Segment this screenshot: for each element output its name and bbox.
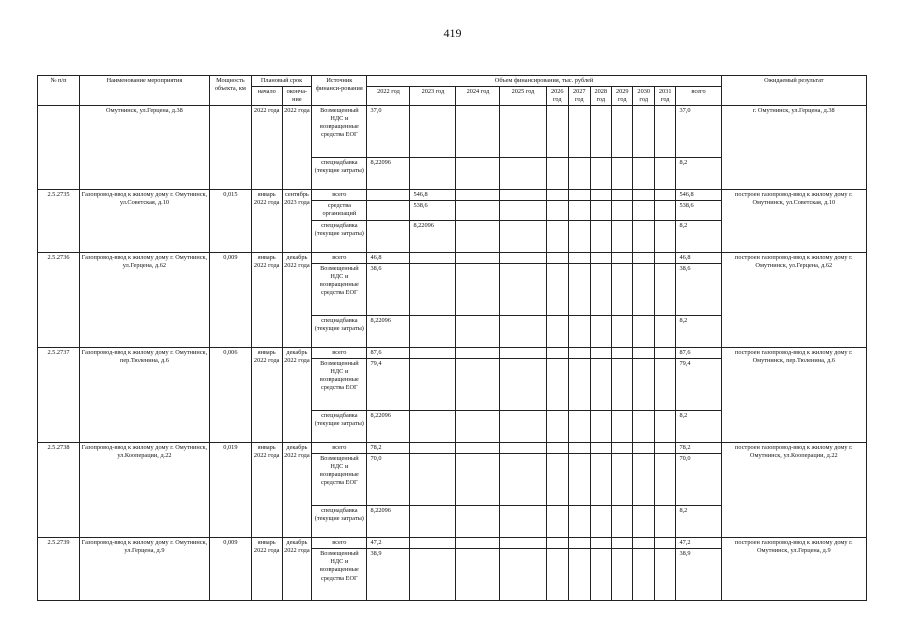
table-row — [38, 538, 867, 549]
funding-value — [546, 538, 569, 549]
funding-value — [410, 253, 456, 264]
funding-value — [500, 411, 546, 443]
funding-value — [569, 201, 590, 221]
funding-value — [654, 549, 675, 601]
funding-value — [654, 359, 675, 411]
funding-value — [633, 316, 654, 348]
funding-total: 546,8 — [676, 190, 721, 201]
funding-value — [590, 359, 611, 411]
funding-value — [456, 538, 500, 549]
funding-total: 538,6 — [676, 201, 721, 221]
funding-value — [569, 316, 590, 348]
table-row — [38, 443, 867, 454]
funding-total: 46,8 — [676, 253, 721, 264]
funding-value — [410, 549, 456, 601]
funding-value — [546, 106, 569, 158]
funding-table-wrapper — [37, 75, 867, 601]
expected-result: построен газопровод-ввод к жилому дому г. Омутнинск, ул.Герцена, д.62 — [721, 253, 866, 348]
header-year: 2028 год — [590, 87, 611, 106]
expected-result: построен газопровод-ввод к жилому дому г. Омутнинск, ул.Герцена, д.9 — [721, 538, 866, 601]
table-row — [38, 190, 867, 201]
funding-source: спецнадбавка (текущие затраты) — [312, 506, 367, 538]
funding-value: 8,22096 — [410, 221, 456, 253]
row-name: Газопровод-ввод к жилому дому г. Омутнинск, ул.Герцена, д.9 — [79, 538, 209, 601]
funding-value — [612, 443, 633, 454]
funding-value — [410, 454, 456, 506]
funding-value — [546, 549, 569, 601]
funding-value — [546, 348, 569, 359]
funding-total: 8,2 — [676, 158, 721, 190]
funding-source: всего — [312, 253, 367, 264]
row-start: январь 2022 года — [251, 190, 282, 253]
header-result: Ожидаемый результат — [721, 76, 866, 106]
row-end: декабрь 2022 года — [282, 253, 312, 348]
funding-value — [612, 316, 633, 348]
funding-total: 87,6 — [676, 348, 721, 359]
funding-value — [546, 454, 569, 506]
header-year: 2024 год — [456, 87, 500, 106]
row-num: 2.5.2736 — [38, 253, 80, 348]
funding-value — [590, 253, 611, 264]
header-year: 2027 год — [569, 87, 590, 106]
funding-value — [456, 443, 500, 454]
funding-total: 70,0 — [676, 454, 721, 506]
funding-value — [590, 454, 611, 506]
funding-value — [590, 506, 611, 538]
row-start: январь 2022 года — [251, 443, 282, 538]
header-year: 2026 год — [546, 87, 569, 106]
funding-value — [590, 411, 611, 443]
funding-source: всего — [312, 348, 367, 359]
row-end: 2022 года — [282, 106, 312, 190]
expected-result: г. Омутнинск, ул.Герцена, д.38 — [721, 106, 866, 190]
funding-value — [654, 506, 675, 538]
funding-value — [654, 190, 675, 201]
funding-value — [569, 253, 590, 264]
funding-value — [546, 316, 569, 348]
funding-value — [590, 316, 611, 348]
funding-value — [456, 106, 500, 158]
funding-value — [367, 190, 410, 201]
funding-value — [590, 106, 611, 158]
funding-value — [633, 201, 654, 221]
row-name: Газопровод-ввод к жилому дому г. Омутнинск, ул.Советская, д.10 — [79, 190, 209, 253]
funding-value — [569, 106, 590, 158]
funding-value — [410, 316, 456, 348]
row-name: Омутнинск, ул.Герцена, д.38 — [79, 106, 209, 190]
funding-value: 8,22096 — [367, 411, 410, 443]
funding-value — [456, 348, 500, 359]
row-capacity: 0,015 — [209, 190, 251, 253]
funding-value — [410, 359, 456, 411]
row-start: 2022 года — [251, 106, 282, 190]
funding-value — [590, 538, 611, 549]
funding-value — [612, 253, 633, 264]
funding-source: всего — [312, 190, 367, 201]
funding-source: Возмещенный НДС и возвращенные средства ЕОГ — [312, 359, 367, 411]
row-name: Газопровод-ввод к жилому дому г. Омутнинск, пер.Тюленина, д.6 — [79, 348, 209, 443]
funding-source: Возмещенный НДС и возвращенные средства ЕОГ — [312, 264, 367, 316]
funding-value — [546, 190, 569, 201]
funding-value — [654, 411, 675, 443]
header-funding: Объем финансирования, тыс. рублей — [367, 76, 721, 87]
funding-value: 87,6 — [367, 348, 410, 359]
funding-value — [654, 201, 675, 221]
row-capacity: 0,006 — [209, 348, 251, 443]
funding-value — [590, 190, 611, 201]
funding-value — [633, 538, 654, 549]
funding-value — [633, 253, 654, 264]
funding-value — [569, 264, 590, 316]
expected-result: построен газопровод-ввод к жилому дому г. Омутнинск, пер.Тюленина, д.6 — [721, 348, 866, 443]
funding-value — [367, 201, 410, 221]
row-start: январь 2022 года — [251, 253, 282, 348]
funding-value — [633, 411, 654, 443]
funding-value — [410, 443, 456, 454]
row-capacity — [209, 106, 251, 190]
funding-value — [654, 253, 675, 264]
funding-value — [546, 443, 569, 454]
header-year: 2030 год — [633, 87, 654, 106]
header-source: Источник финанси-рования — [312, 76, 367, 106]
row-capacity: 0,019 — [209, 443, 251, 538]
funding-value: 538,6 — [410, 201, 456, 221]
page-number: 419 — [443, 26, 462, 40]
row-name: Газопровод-ввод к жилому дому г. Омутнинск, ул.Герцена, д.62 — [79, 253, 209, 348]
row-end: декабрь 2022 года — [282, 443, 312, 538]
funding-total: 37,0 — [676, 106, 721, 158]
table-row — [38, 253, 867, 264]
funding-value — [410, 348, 456, 359]
funding-value — [633, 454, 654, 506]
funding-value: 78,2 — [367, 443, 410, 454]
funding-value — [569, 411, 590, 443]
funding-value — [456, 549, 500, 601]
row-num — [38, 106, 80, 190]
table-body — [38, 106, 867, 601]
funding-value: 47,2 — [367, 538, 410, 549]
row-num: 2.5.2737 — [38, 348, 80, 443]
funding-value — [612, 411, 633, 443]
funding-value — [590, 158, 611, 190]
funding-source: спецнадбавка (текущие затраты) — [312, 316, 367, 348]
funding-value — [569, 190, 590, 201]
row-name: Газопровод-ввод к жилому дому г. Омутнинск, ул.Кооперации, д.22 — [79, 443, 209, 538]
funding-source: Возмещенный НДС и возвращенные средства ЕОГ — [312, 106, 367, 158]
expected-result: построен газопровод-ввод к жилому дому г. Омутнинск, ул.Кооперации, д.22 — [721, 443, 866, 538]
funding-value: 46,8 — [367, 253, 410, 264]
funding-value — [590, 264, 611, 316]
funding-value — [633, 158, 654, 190]
funding-value — [654, 454, 675, 506]
row-capacity: 0,009 — [209, 253, 251, 348]
funding-value — [654, 106, 675, 158]
funding-value: 37,0 — [367, 106, 410, 158]
funding-value — [546, 221, 569, 253]
funding-value — [654, 316, 675, 348]
funding-value — [612, 506, 633, 538]
funding-value — [500, 538, 546, 549]
funding-value — [633, 348, 654, 359]
funding-value — [456, 190, 500, 201]
funding-source: Возмещенный НДС и возвращенные средства ЕОГ — [312, 454, 367, 506]
funding-value — [569, 221, 590, 253]
funding-value — [612, 190, 633, 201]
funding-value — [612, 454, 633, 506]
funding-value: 79,4 — [367, 359, 410, 411]
funding-value: 8,22096 — [367, 316, 410, 348]
header-year: 2031 год — [654, 87, 675, 106]
funding-value — [456, 359, 500, 411]
funding-source: спецнадбавка (текущие затраты) — [312, 221, 367, 253]
funding-value — [612, 348, 633, 359]
row-start: январь 2022 года — [251, 348, 282, 443]
funding-value — [456, 454, 500, 506]
funding-total: 8,2 — [676, 316, 721, 348]
funding-value — [500, 201, 546, 221]
row-end: сентябрь 2023 года — [282, 190, 312, 253]
funding-value — [500, 221, 546, 253]
funding-value — [410, 538, 456, 549]
row-num: 2.5.2739 — [38, 538, 80, 601]
funding-value — [456, 253, 500, 264]
funding-value — [612, 106, 633, 158]
funding-value — [410, 158, 456, 190]
funding-total: 79,4 — [676, 359, 721, 411]
funding-value — [633, 106, 654, 158]
funding-value: 38,9 — [367, 549, 410, 601]
funding-source: Возмещенный НДС и возвращенные средства ЕОГ — [312, 549, 367, 601]
funding-value — [569, 454, 590, 506]
funding-value — [612, 538, 633, 549]
funding-value — [569, 158, 590, 190]
funding-value — [410, 264, 456, 316]
funding-value — [500, 158, 546, 190]
funding-source: средства организаций — [312, 201, 367, 221]
funding-value — [612, 549, 633, 601]
funding-value — [633, 264, 654, 316]
funding-value — [654, 264, 675, 316]
funding-value — [633, 549, 654, 601]
header-plan-term: Плановый срок — [251, 76, 311, 87]
funding-value — [500, 359, 546, 411]
row-capacity: 0,009 — [209, 538, 251, 601]
funding-value — [500, 190, 546, 201]
funding-value — [500, 106, 546, 158]
funding-value — [569, 506, 590, 538]
funding-value — [569, 538, 590, 549]
funding-value — [410, 411, 456, 443]
funding-value — [500, 316, 546, 348]
funding-value — [456, 201, 500, 221]
header-num: № п/п — [38, 76, 80, 106]
header-year: 2029 год — [612, 87, 633, 106]
funding-value — [546, 158, 569, 190]
row-num: 2.5.2738 — [38, 443, 80, 538]
funding-total: 8,2 — [676, 506, 721, 538]
funding-value — [546, 411, 569, 443]
funding-source: всего — [312, 443, 367, 454]
funding-value — [590, 549, 611, 601]
funding-value — [612, 359, 633, 411]
funding-value — [590, 221, 611, 253]
funding-value — [546, 201, 569, 221]
header-total: всего — [676, 87, 721, 106]
header-row-1 — [38, 76, 867, 87]
funding-value: 546,8 — [410, 190, 456, 201]
header-year: 2025 год — [500, 87, 546, 106]
funding-value — [410, 506, 456, 538]
funding-value — [654, 538, 675, 549]
funding-value — [456, 316, 500, 348]
funding-value — [546, 359, 569, 411]
funding-value — [456, 264, 500, 316]
funding-value: 8,22096 — [367, 158, 410, 190]
funding-value — [633, 443, 654, 454]
funding-value — [654, 158, 675, 190]
funding-value — [546, 506, 569, 538]
funding-total: 78,2 — [676, 443, 721, 454]
funding-value — [569, 359, 590, 411]
funding-value — [456, 506, 500, 538]
funding-value — [546, 253, 569, 264]
funding-value — [590, 443, 611, 454]
funding-total: 47,2 — [676, 538, 721, 549]
funding-value — [569, 549, 590, 601]
funding-value — [500, 454, 546, 506]
funding-value — [500, 506, 546, 538]
row-num: 2.5.2735 — [38, 190, 80, 253]
funding-value: 70,0 — [367, 454, 410, 506]
funding-value — [569, 348, 590, 359]
funding-value — [410, 106, 456, 158]
funding-value — [612, 201, 633, 221]
funding-source: спецнадбавка (текущие затраты) — [312, 411, 367, 443]
funding-value — [590, 348, 611, 359]
funding-value — [633, 190, 654, 201]
funding-value — [456, 411, 500, 443]
funding-value — [654, 443, 675, 454]
funding-value — [633, 359, 654, 411]
row-end: декабрь 2022 года — [282, 538, 312, 601]
funding-total: 38,9 — [676, 549, 721, 601]
funding-value — [654, 348, 675, 359]
funding-value — [590, 201, 611, 221]
funding-total: 8,2 — [676, 411, 721, 443]
funding-value — [456, 221, 500, 253]
funding-value — [612, 221, 633, 253]
funding-value — [612, 158, 633, 190]
funding-value — [654, 221, 675, 253]
funding-value — [367, 221, 410, 253]
funding-table — [37, 75, 867, 601]
funding-value — [546, 264, 569, 316]
funding-total: 38,6 — [676, 264, 721, 316]
row-start: январь 2022 года — [251, 538, 282, 601]
expected-result: построен газопровод-ввод к жилому дому г. Омутнинск, ул.Советская, д.10 — [721, 190, 866, 253]
funding-value: 8,22096 — [367, 506, 410, 538]
funding-value — [500, 443, 546, 454]
table-row — [38, 348, 867, 359]
header-name: Наименование мероприятия — [79, 76, 209, 106]
funding-total: 8,2 — [676, 221, 721, 253]
header-year: 2022 год — [367, 87, 410, 106]
header-year: 2023 год — [410, 87, 456, 106]
table-row — [38, 106, 867, 158]
funding-value — [500, 264, 546, 316]
header-end: оконча-ние — [282, 87, 312, 106]
funding-value — [500, 253, 546, 264]
funding-value — [612, 264, 633, 316]
funding-value — [633, 221, 654, 253]
header-start: начало — [251, 87, 282, 106]
funding-value — [500, 348, 546, 359]
funding-value — [569, 443, 590, 454]
funding-source: спецнадбавка (текущие затраты) — [312, 158, 367, 190]
funding-value — [500, 549, 546, 601]
funding-value — [633, 506, 654, 538]
funding-value — [456, 158, 500, 190]
row-end: декабрь 2022 года — [282, 348, 312, 443]
header-capacity: Мощность объекта, км — [209, 76, 251, 106]
funding-source: всего — [312, 538, 367, 549]
funding-value: 38,6 — [367, 264, 410, 316]
